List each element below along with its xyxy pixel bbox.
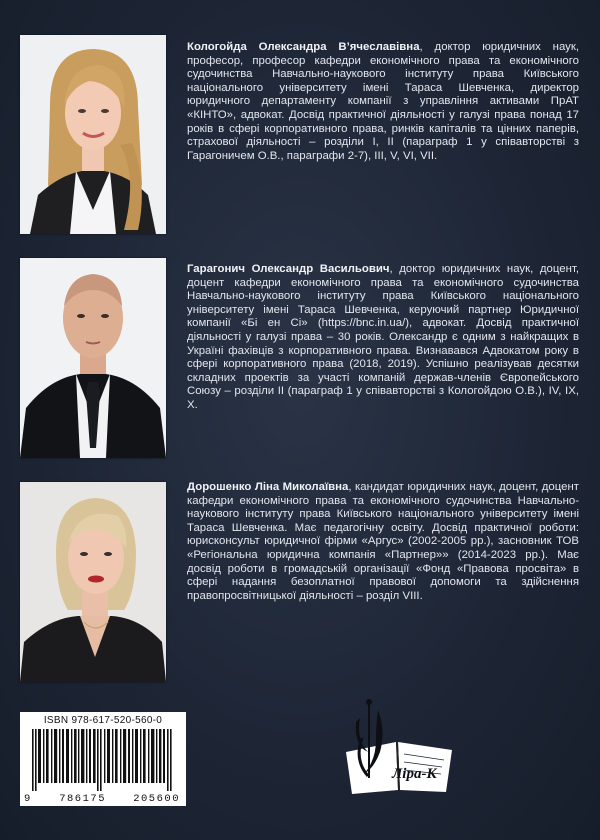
- author-name: Дорошенко Ліна Миколаївна: [187, 481, 349, 493]
- publisher-logo: [334, 690, 464, 800]
- author-bio-kolohoida: [187, 41, 579, 163]
- isbn-barcode: [20, 712, 186, 806]
- author-description: , доктор юридичних наук, професор, професор кафедри економічного права та економічного судочинства Навчально-наукового інституту права Київського національного університету імені Тараса Шевченка, директор юридичного департаменту компанії з управління активами ПрАТ «КІНТО», адвокат. Досвід практичної діяльності у галузі права понад 17 років в сфері корпоративного права, ринків капіталів та цінних паперів, страхової діяльності – розділи I, II (параграф 1 у співавторстві з Гарагоничем О.В., параграфи 2-7), III, V, VI, VII.: [187, 41, 579, 162]
- author-bio-harahonych: [187, 263, 579, 413]
- author-description: , кандидат юридичних наук, доцент, доцент кафедри економічного права та економічного судочинства Навчально-наукового інституту права Київського національного університету імені Тараса Шевченка. Має педагогічну освіту. Досвід практичної роботи: юрисконсульт юридичної фірми «Аргус» (2002-2005 рр.), засновник ТОВ «Регіональна юридична компанія «Партнер»» (2014-2023 рр.). Має досвід роботи в громадській організації «Фонд «Правова просвіта» в сфері надання безоплатної правової допомоги та здійснення правопросвітницької діяльності – розділ VIII.: [187, 481, 579, 602]
- author-name: Гарагонич Олександр Васильович: [187, 263, 390, 275]
- barcode-digit-first: 9: [24, 793, 31, 805]
- barcode-digits: [20, 793, 186, 805]
- author-photo-doroshenko: [20, 482, 166, 682]
- barcode-bars: [30, 729, 176, 791]
- publisher-name: Ліра-К: [392, 766, 437, 782]
- author-name: Кологойда Олександра В’ячеславівна: [187, 41, 420, 53]
- barcode-digit-group-1: 786175: [59, 793, 106, 805]
- author-bio-doroshenko: [187, 481, 579, 603]
- author-photo-kolohoida: [20, 35, 166, 234]
- author-photo-harahonych: [20, 258, 166, 458]
- isbn-label: ISBN 978-617-520-560-0: [43, 715, 163, 726]
- barcode-digit-group-2: 205600: [133, 793, 180, 805]
- author-description: , доктор юридичних наук, доцент, доцент кафедри економічного права та економічного судочинства Навчально-наукового інституту права Київського національного університету імені Тараса Шевченка, керуючий партнер Юридичної компанії «Бі ен Сі» (https://bnc.in.ua/), адвокат. Досвід практичної діяльності у галузі права – 30 років. Олександр є одним з найкращих в Україні фахівців з корпоративного права. Визнавався Адвокатом року в сфері корпоративного права (2018, 2019). Успішно реалізував десятки складних проектів за участі компаній держав-членів Європейського Союзу – розділи II (параграф 1 у співавторстві з Кологойдою О.В.), IV, IX, X.: [187, 263, 579, 411]
